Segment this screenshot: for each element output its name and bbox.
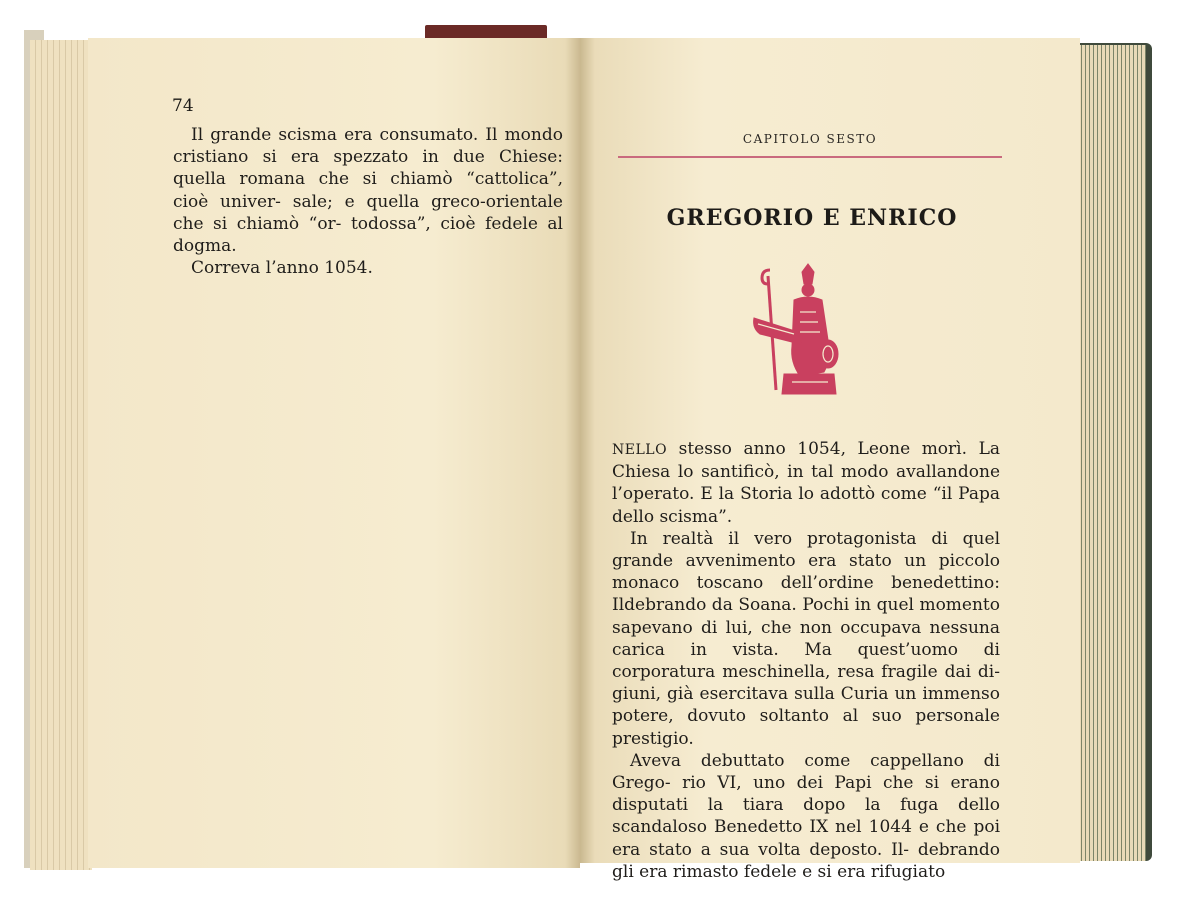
text-line: sale; e quella greco-orientale che si chiamò “or- bbox=[173, 191, 563, 234]
header-rule bbox=[618, 156, 1002, 158]
chapter-title: GREGORIO E ENRICO bbox=[666, 205, 958, 231]
paragraph bbox=[612, 438, 1000, 528]
text-line: la Storia lo adottò come “il Papa dello scisma”. bbox=[612, 484, 1001, 527]
text-line: debrando gli era rimasto fedele e si era rifugiato bbox=[612, 839, 1001, 882]
text-line: Il grande scisma era consumato. Il mondo bbox=[191, 125, 563, 145]
lead-word: NELLO bbox=[612, 442, 668, 458]
paragraph bbox=[612, 528, 1000, 750]
paragraph bbox=[173, 257, 563, 279]
right-page-text bbox=[612, 438, 1000, 883]
text-line: dell’ordine benedettino: Ildebrando da Soana. bbox=[612, 573, 1000, 616]
paragraph bbox=[612, 750, 1000, 883]
text-line: stesso anno 1054, Leone morì. La Chiesa bbox=[612, 439, 1000, 483]
text-line: Correva l’anno 1054. bbox=[191, 258, 373, 279]
text-line: lo santificò, in tal modo avallandone l’operato. E bbox=[612, 462, 1000, 505]
page-edges-right bbox=[1074, 45, 1146, 861]
text-line: avvenimento era stato un piccolo monaco toscano bbox=[612, 551, 1000, 594]
text-line: romana che si chiamò “cattolica”, cioè univer- bbox=[173, 169, 564, 212]
pope-figure-icon bbox=[748, 262, 840, 398]
page-edges-left bbox=[30, 40, 92, 870]
text-line: occupava nessuna carica in vista. Ma quest’uomo bbox=[612, 617, 1000, 660]
text-line: cristiano si era spezzato in due Chiese: quella bbox=[173, 147, 563, 190]
text-line: In realtà il vero protagonista di quel grande bbox=[612, 528, 1000, 572]
paragraph bbox=[173, 124, 563, 257]
text-line: 1044 e che poi era stato a sua volta deposto. Il- bbox=[612, 817, 1001, 860]
text-line: potere, dovuto soltanto al suo personale prestigio. bbox=[612, 706, 1000, 749]
text-line: giuni, già esercitava sulla Curia un immenso bbox=[612, 684, 1000, 705]
text-line: di corporatura meschinella, resa fragile dai di- bbox=[612, 639, 1000, 683]
page-number: 74 bbox=[172, 96, 194, 116]
left-page-text bbox=[173, 124, 563, 279]
text-line: Pochi in quel momento sapevano di lui, che non bbox=[612, 595, 1001, 638]
text-line: Aveva debuttato come cappellano di Grego- bbox=[612, 750, 1000, 794]
text-line: todossa”, cioè fedele al dogma. bbox=[173, 213, 563, 257]
text-line: dopo la fuga dello scandaloso Benedetto IX nel bbox=[612, 795, 1001, 838]
text-line: rio VI, uno dei Papi che si erano disputati la tiara bbox=[612, 773, 1000, 816]
running-head: CAPITOLO SESTO bbox=[742, 132, 878, 146]
